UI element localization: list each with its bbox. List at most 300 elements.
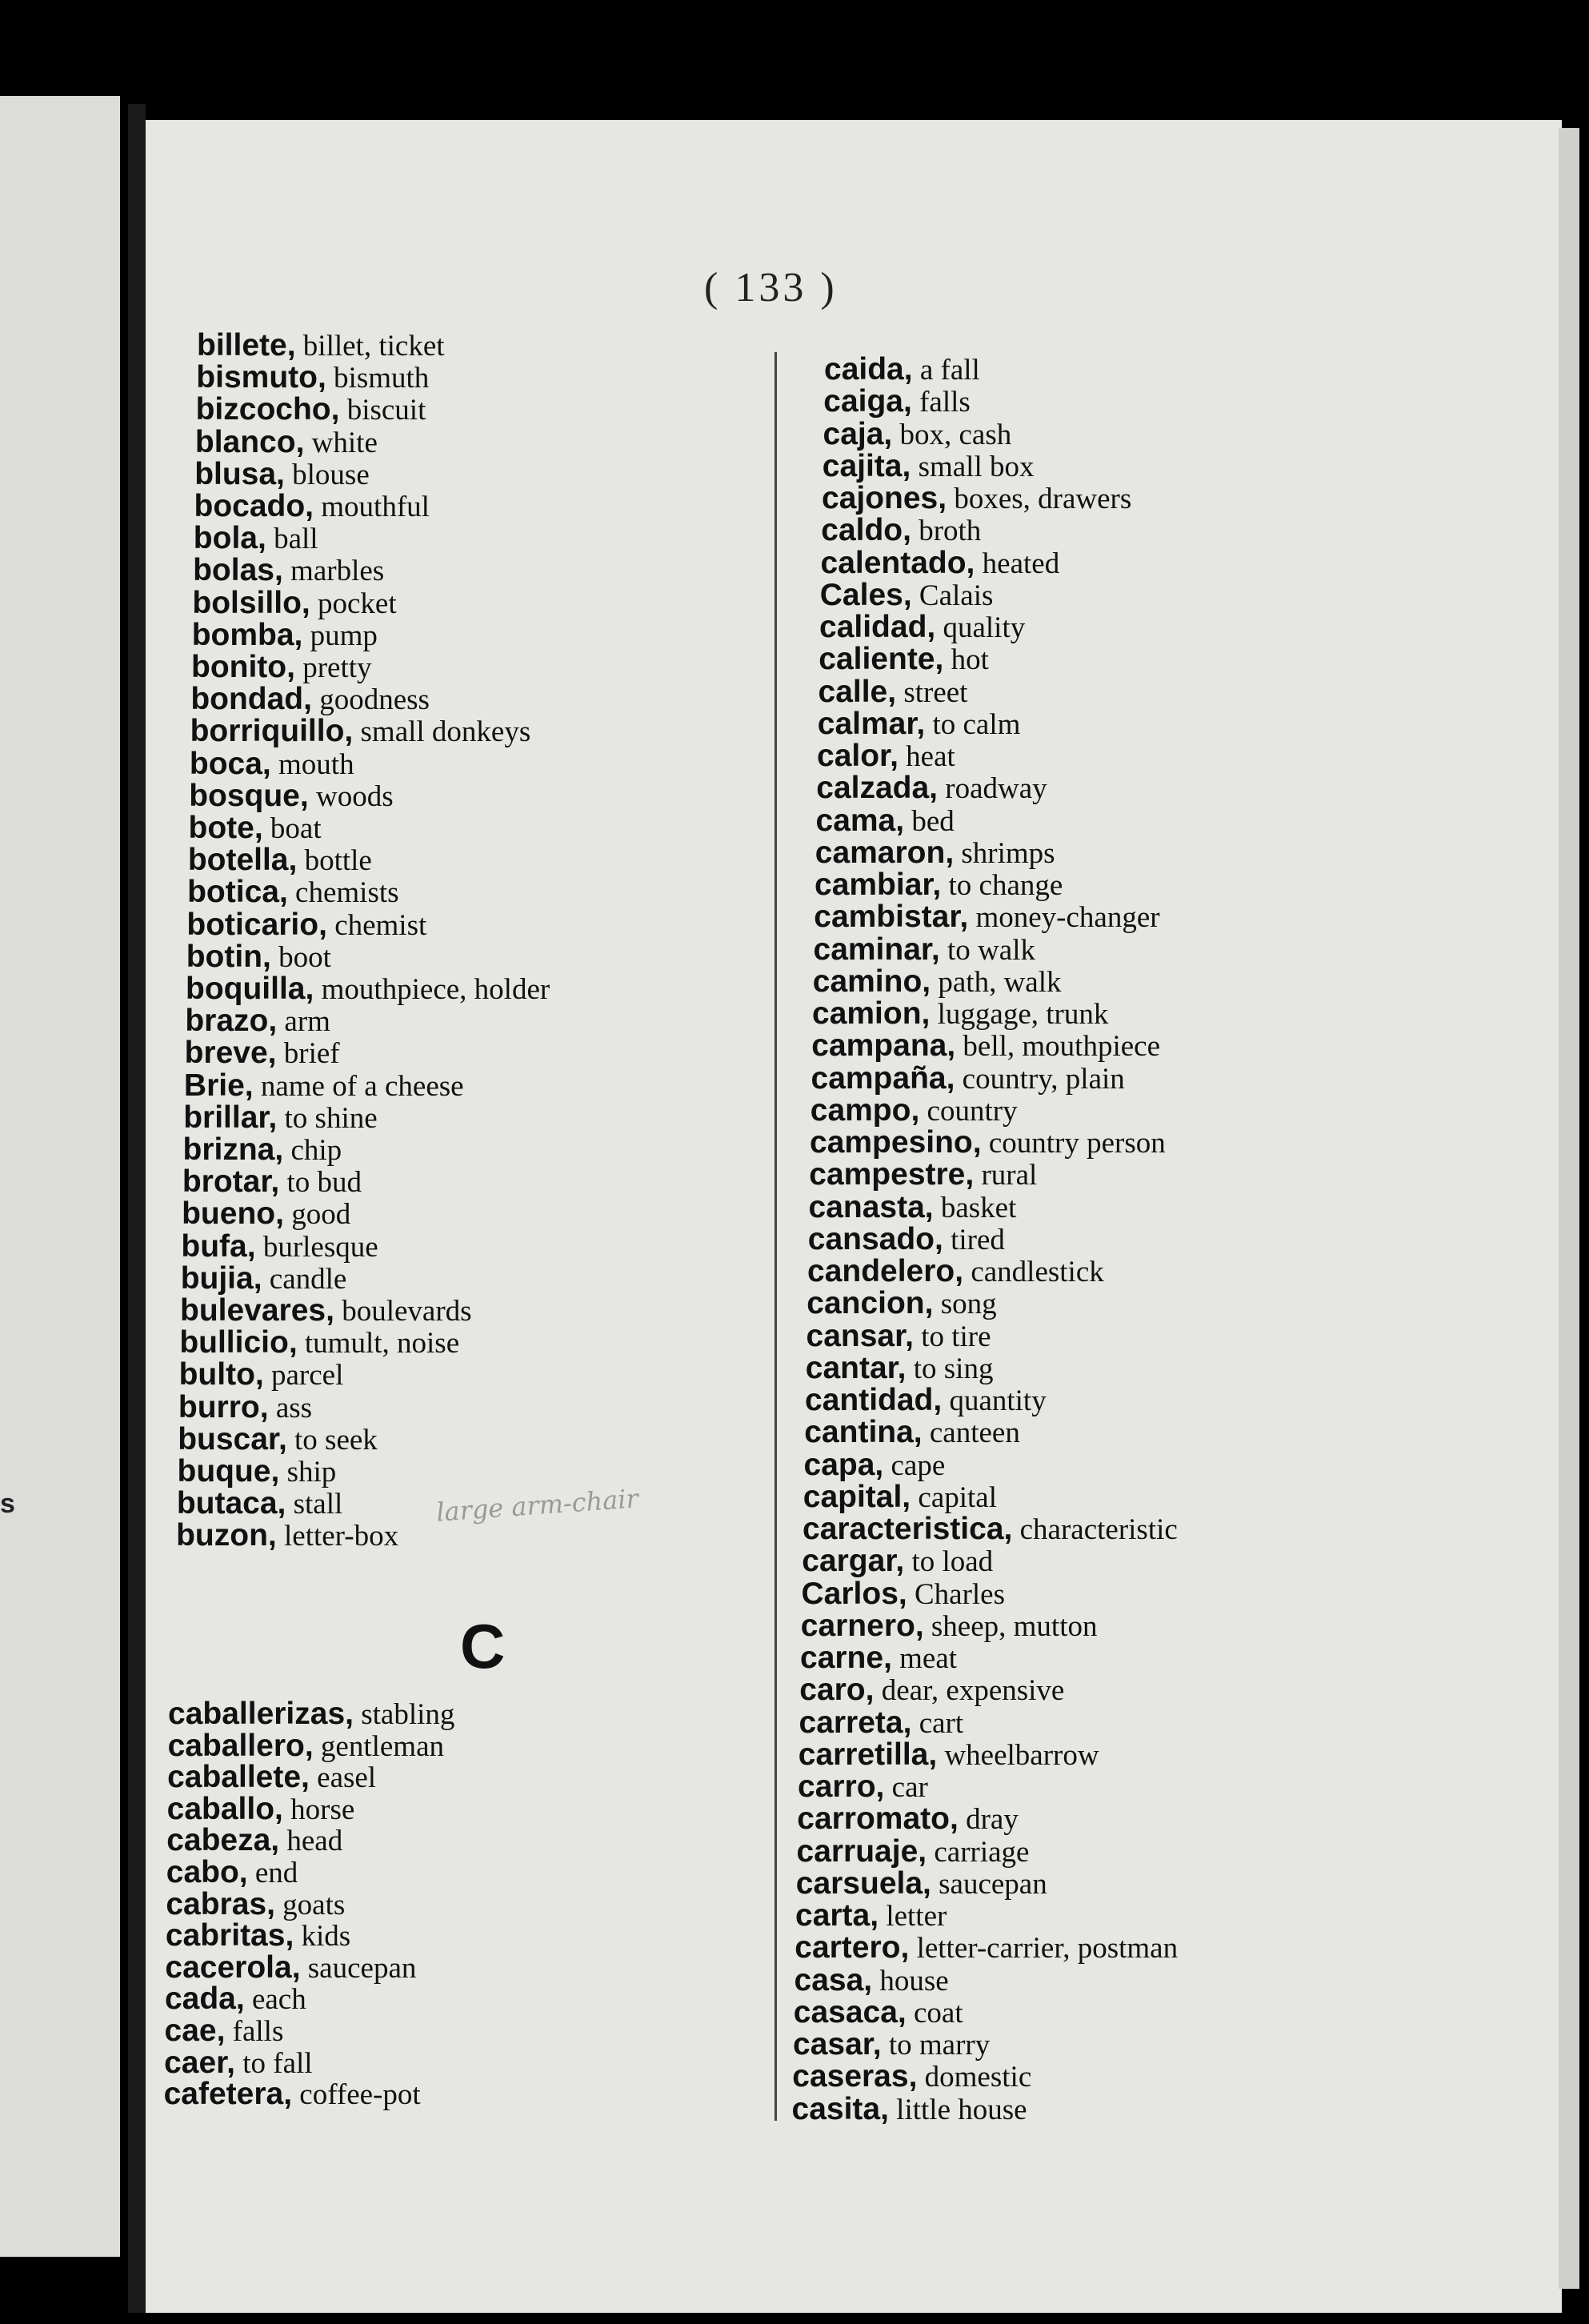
headword: cantidad, (805, 1383, 943, 1417)
gloss: quality (943, 611, 1026, 644)
dictionary-entry (177, 1486, 342, 1522)
dictionary-entry (799, 1673, 1064, 1709)
headword: bujia, (180, 1260, 262, 1296)
dictionary-entry (168, 1729, 444, 1765)
dictionary-entry (197, 328, 445, 364)
gloss: easel (317, 1761, 377, 1795)
dictionary-entry (792, 2092, 1027, 2128)
gloss: letter-box (284, 1520, 399, 1553)
gloss: biscuit (346, 394, 426, 427)
dictionary-entry (176, 1518, 398, 1554)
headword: campaña, (811, 1060, 955, 1096)
dictionary-entry (189, 811, 322, 847)
dictionary-entry (192, 618, 378, 654)
dictionary-entry (808, 1222, 1005, 1258)
headword: campo, (810, 1092, 920, 1128)
dictionary-entry (819, 610, 1025, 646)
gloss: Calais (919, 579, 994, 612)
dictionary-entry (807, 1286, 996, 1322)
dictionary-entry (179, 1325, 459, 1361)
gloss: small box (918, 450, 1035, 483)
gloss: car (891, 1771, 928, 1804)
headword: cantina, (804, 1415, 923, 1450)
headword: capa, (803, 1447, 884, 1482)
headword: cajones, (822, 481, 947, 515)
handwritten-note: large arm-chair (434, 1483, 639, 1528)
headword: cafetera, (163, 2077, 293, 2112)
dictionary-entry (804, 1415, 1020, 1451)
headword: bocado, (194, 489, 314, 523)
headword: carta, (795, 1898, 879, 1933)
headword: caseras, (792, 2059, 918, 2094)
gloss: mouthpiece, holder (321, 973, 550, 1006)
dictionary-entry (182, 1196, 350, 1232)
page-edge (1559, 128, 1579, 2289)
headword: buque, (177, 1454, 280, 1489)
gloss: sheep, mutton (931, 1609, 1098, 1643)
page-number: ( 133 ) (704, 265, 838, 311)
dictionary-entry (165, 1981, 306, 2017)
headword: cajita, (822, 448, 911, 483)
gloss: ball (274, 523, 318, 556)
gloss: candle (269, 1262, 347, 1296)
headword: cama, (815, 803, 905, 838)
headword: cambiar, (815, 867, 942, 902)
headword: bismuto, (196, 360, 326, 395)
headword: carsuela, (795, 1865, 931, 1901)
gloss: chemist (334, 908, 427, 942)
gloss: ship (286, 1456, 337, 1489)
headword: cargar, (802, 1544, 905, 1579)
gloss: shrimps (961, 836, 1055, 870)
headword: buscar, (178, 1421, 287, 1457)
dictionary-entry (792, 2059, 1031, 2095)
previous-page-letter: s (0, 1489, 15, 1519)
gloss: dear, expensive (881, 1674, 1065, 1708)
headword: bizcocho, (195, 392, 340, 427)
dictionary-entry (814, 932, 1035, 968)
headword: Cales, (819, 577, 912, 612)
dictionary-entry (194, 489, 430, 525)
headword: bolas, (193, 553, 283, 588)
dictionary-entry (164, 2077, 421, 2113)
gloss: song (940, 1288, 997, 1321)
gloss: rural (981, 1159, 1038, 1192)
dictionary-entry (803, 1480, 997, 1516)
gloss: horse (290, 1793, 355, 1826)
gloss: money-changer (975, 901, 1160, 935)
dictionary-entry (194, 457, 370, 493)
gloss: falls (919, 386, 971, 419)
column-rule (774, 352, 777, 2121)
previous-page (0, 96, 120, 2257)
gloss: to shine (284, 1101, 378, 1135)
book-spine (128, 104, 146, 2313)
gloss: boat (270, 812, 322, 845)
gloss: hot (951, 643, 989, 677)
gloss: little house (896, 2093, 1027, 2126)
headword: cancion, (807, 1286, 934, 1321)
headword: buzon, (176, 1518, 277, 1553)
gloss: to marry (888, 2029, 991, 2062)
headword: casar, (793, 2027, 882, 2062)
headword: bufa, (181, 1228, 256, 1264)
dictionary-entry (823, 384, 971, 420)
dictionary-entry (167, 1792, 355, 1828)
dictionary-entry (166, 1855, 298, 1891)
dictionary-entry (187, 875, 398, 911)
headword: canasta, (808, 1189, 934, 1224)
dictionary-entry (816, 771, 1047, 807)
gloss: country person (988, 1127, 1166, 1160)
headword: carreta, (799, 1705, 912, 1740)
gloss: head (286, 1825, 343, 1858)
gloss: pocket (317, 587, 397, 620)
headword: carnero, (800, 1608, 924, 1643)
dictionary-entry (186, 940, 331, 976)
gloss: to sing (913, 1352, 994, 1385)
dictionary-entry (194, 521, 318, 557)
gloss: characteristic (1019, 1513, 1178, 1546)
headword: casita, (791, 2091, 889, 2126)
dictionary-entry (181, 1229, 378, 1265)
headword: Brie, (183, 1068, 254, 1103)
dictionary-entry (189, 779, 393, 815)
headword: Carlos, (801, 1576, 907, 1611)
gloss: coat (913, 1996, 963, 2029)
gloss: dray (966, 1803, 1019, 1837)
dictionary-entry (797, 1834, 1030, 1870)
gloss: canteen (929, 1416, 1020, 1450)
headword: caja, (823, 416, 893, 451)
headword: bondad, (190, 682, 312, 717)
dictionary-entry (800, 1641, 957, 1677)
headword: butaca, (176, 1486, 286, 1521)
dictionary-entry (807, 1319, 991, 1355)
headword: caer, (164, 2045, 235, 2080)
dictionary-entry (812, 996, 1108, 1032)
headword: caballo, (166, 1791, 283, 1826)
dictionary-entry (821, 546, 1060, 582)
gloss: small donkeys (360, 715, 531, 749)
gloss: a fall (919, 354, 980, 387)
gloss: wheelbarrow (944, 1738, 1099, 1772)
dictionary-entry (165, 1950, 416, 1986)
dictionary-entry (802, 1577, 1006, 1613)
headword: caida, (824, 352, 913, 387)
dictionary-entry (183, 1100, 377, 1136)
headword: camaron, (815, 835, 955, 870)
gloss: boxes, drawers (954, 483, 1132, 515)
gloss: name of a cheese (260, 1069, 464, 1103)
gloss: to seek (294, 1423, 378, 1457)
gloss: blouse (292, 458, 370, 491)
dictionary-entry (183, 1132, 342, 1168)
headword: cansado, (807, 1221, 943, 1256)
gloss: falls (232, 2015, 284, 2048)
dictionary-entry (798, 1769, 928, 1805)
dictionary-entry (195, 425, 378, 461)
dictionary-entry (193, 553, 384, 589)
headword: caiga, (823, 384, 912, 419)
headword: brizna, (182, 1132, 284, 1167)
gloss: to tire (921, 1320, 991, 1353)
dictionary-entry (811, 1028, 1160, 1064)
dictionary-entry (196, 360, 429, 396)
dictionary-entry (809, 1190, 1017, 1226)
headword: boquilla, (186, 972, 314, 1006)
dictionary-entry (799, 1705, 964, 1741)
headword: caballete, (167, 1760, 310, 1795)
dictionary-entry (188, 843, 372, 879)
dictionary-entry (793, 2027, 990, 2063)
dictionary-entry (185, 1004, 330, 1040)
headword: cabritas, (165, 1918, 294, 1953)
headword: botica, (187, 875, 288, 910)
headword: caracteristica, (803, 1512, 1013, 1546)
dictionary-entry (813, 964, 1062, 1000)
dictionary-entry (801, 1609, 1098, 1645)
dictionary-entry (185, 1036, 340, 1072)
gloss: parcel (271, 1359, 344, 1392)
dictionary-entry (823, 449, 1035, 485)
gloss: box, cash (899, 418, 1012, 451)
gloss: bed (911, 804, 955, 838)
headword: capital, (803, 1479, 911, 1514)
headword: billete, (197, 328, 296, 363)
headword: calzada, (816, 771, 939, 806)
headword: bulevares, (180, 1293, 334, 1328)
gloss: woods (315, 779, 394, 813)
headword: breve, (184, 1036, 277, 1071)
headword: caro, (799, 1673, 875, 1708)
headword: cae, (164, 2013, 226, 2048)
dictionary-entry (180, 1293, 472, 1329)
dictionary-entry (186, 908, 426, 944)
dictionary-entry (190, 714, 531, 750)
headword: calor, (817, 739, 899, 773)
headword: campesino, (810, 1125, 982, 1160)
dictionary-entry (824, 352, 980, 388)
gloss: arm (284, 1005, 330, 1039)
dictionary-entry (814, 900, 1159, 936)
dictionary-entry (796, 1866, 1047, 1902)
headword: casa, (794, 1962, 873, 1997)
dictionary-entry (167, 1760, 376, 1796)
headword: borriquillo, (190, 714, 354, 749)
dictionary-entry (815, 867, 1063, 904)
headword: cabeza, (166, 1823, 280, 1858)
dictionary-entry (817, 739, 955, 775)
gloss: kids (301, 1920, 351, 1953)
gloss: pretty (302, 651, 372, 684)
headword: camion, (812, 996, 931, 1031)
gloss: boot (278, 940, 331, 974)
section-letter: C (460, 1611, 506, 1681)
dictionary-entry (192, 586, 396, 622)
gloss: bottle (304, 844, 372, 878)
headword: brotar, (182, 1164, 280, 1200)
headword: cabras, (166, 1886, 275, 1921)
gloss: tumult, noise (304, 1327, 460, 1360)
gloss: cart (919, 1706, 964, 1740)
dictionary-entry (810, 1125, 1166, 1161)
dictionary-entry (799, 1737, 1099, 1773)
headword: campestre, (809, 1157, 975, 1192)
gloss: burlesque (262, 1230, 378, 1264)
dictionary-entry (166, 1823, 342, 1859)
dictionary-entry (196, 392, 426, 428)
gloss: gentleman (320, 1729, 445, 1763)
headword: cartero, (794, 1930, 910, 1965)
gloss: bismuth (334, 362, 430, 395)
headword: calidad, (819, 610, 936, 644)
headword: bueno, (182, 1196, 284, 1232)
gloss: letter-carrier, postman (916, 1932, 1179, 1965)
dictionary-entry (821, 513, 981, 549)
gloss: path, walk (938, 965, 1062, 999)
gloss: basket (940, 1191, 1017, 1224)
headword: campana, (811, 1028, 956, 1064)
gloss: heat (906, 740, 955, 773)
headword: botin, (186, 939, 271, 974)
dictionary-entry (178, 1422, 378, 1458)
headword: caliente, (819, 642, 944, 677)
headword: cabo, (166, 1855, 248, 1889)
gloss: candlestick (971, 1256, 1104, 1288)
gloss: to calm (932, 707, 1021, 741)
gloss: coffee-pot (299, 2078, 421, 2112)
gloss: brief (283, 1037, 340, 1071)
dictionary-entry (182, 1164, 362, 1200)
dictionary-entry (804, 1448, 946, 1484)
gloss: house (879, 1964, 949, 1997)
dictionary-entry (794, 1995, 963, 2031)
dictionary-entry (179, 1357, 344, 1393)
dictionary-entry (820, 578, 994, 614)
gloss: to change (948, 869, 1063, 902)
gloss: carriage (934, 1835, 1030, 1869)
headword: cansar, (806, 1318, 914, 1353)
gloss: each (251, 1983, 306, 2017)
headword: casaca, (793, 1994, 907, 2029)
headword: cacerola, (165, 1949, 301, 1985)
headword: caminar, (813, 932, 940, 967)
gloss: goodness (319, 683, 430, 717)
gloss: pump (310, 619, 378, 652)
gloss: mouth (278, 747, 354, 781)
headword: bolsillo, (192, 585, 310, 620)
dictionary-entry (794, 1930, 1178, 1966)
dictionary-entry (822, 481, 1131, 517)
gloss: white (311, 426, 378, 459)
gloss: saucepan (307, 1951, 417, 1985)
gloss: domestic (924, 2061, 1032, 2094)
headword: bulto, (178, 1357, 264, 1392)
dictionary-entry (166, 1918, 350, 1954)
headword: caballero, (167, 1728, 314, 1763)
gloss: stabling (361, 1698, 455, 1731)
dictionary-entry (802, 1544, 993, 1580)
gloss: Charles (914, 1577, 1005, 1611)
gloss: good (291, 1198, 351, 1232)
dictionary-entry (815, 835, 1055, 872)
gloss: country (927, 1094, 1018, 1128)
headword: carromato, (797, 1801, 959, 1837)
headword: cada, (164, 1981, 245, 2017)
headword: boca, (189, 746, 271, 781)
gloss: to fall (242, 2046, 313, 2080)
gloss: to bud (286, 1166, 362, 1200)
headword: carro, (798, 1769, 885, 1804)
gloss: luggage, trunk (937, 998, 1109, 1031)
gloss: to load (911, 1545, 994, 1579)
headword: bomba, (191, 617, 303, 652)
dictionary-entry (166, 1887, 345, 1923)
dictionary-entry (795, 1898, 947, 1934)
gloss: street (903, 675, 968, 709)
dictionary-entry (807, 1254, 1104, 1290)
gloss: letter (886, 1900, 947, 1933)
headword: caldo, (821, 513, 911, 548)
headword: botella, (187, 843, 298, 878)
headword: carruaje, (796, 1833, 927, 1869)
headword: calle, (818, 674, 897, 709)
gloss: end (254, 1857, 298, 1889)
headword: brazo, (185, 1004, 278, 1039)
gloss: chip (290, 1134, 342, 1167)
dictionary-entry (823, 417, 1012, 453)
gloss: marbles (290, 555, 385, 588)
dictionary-entry (191, 650, 372, 686)
headword: cambistar, (814, 900, 969, 935)
dictionary-entry (809, 1157, 1037, 1193)
headword: bote, (188, 811, 263, 845)
gloss: capital (918, 1481, 997, 1514)
dictionary-entry (181, 1261, 347, 1297)
dictionary-entry (184, 1068, 464, 1104)
dictionary-entry (190, 682, 430, 718)
gloss: boulevards (342, 1295, 472, 1328)
dictionary-entry (819, 642, 989, 678)
dictionary-entry (164, 2046, 313, 2082)
gloss: ass (275, 1391, 313, 1424)
gloss: cape (891, 1448, 946, 1482)
dictionary-entry (794, 1963, 949, 1999)
gloss: heated (982, 547, 1060, 580)
dictionary-entry (168, 1697, 454, 1733)
headword: bola, (193, 521, 266, 556)
headword: bullicio, (179, 1325, 298, 1360)
dictionary-entry (186, 972, 550, 1008)
headword: candelero, (807, 1254, 964, 1288)
headword: cantar, (805, 1350, 907, 1385)
gloss: mouthful (321, 491, 430, 523)
headword: carne, (800, 1641, 892, 1675)
dictionary-entry (190, 747, 354, 783)
dictionary-entry (178, 1390, 312, 1426)
dictionary-entry (805, 1383, 1047, 1419)
headword: brillar, (183, 1100, 278, 1135)
gloss: to walk (947, 933, 1035, 967)
gloss: bell, mouthpiece (963, 1030, 1161, 1064)
gloss: goats (282, 1888, 346, 1921)
dictionary-entry (816, 803, 955, 839)
headword: carretilla, (798, 1737, 938, 1772)
dictionary-entry (818, 707, 1021, 743)
headword: bosque, (189, 778, 309, 813)
gloss: broth (919, 515, 982, 548)
